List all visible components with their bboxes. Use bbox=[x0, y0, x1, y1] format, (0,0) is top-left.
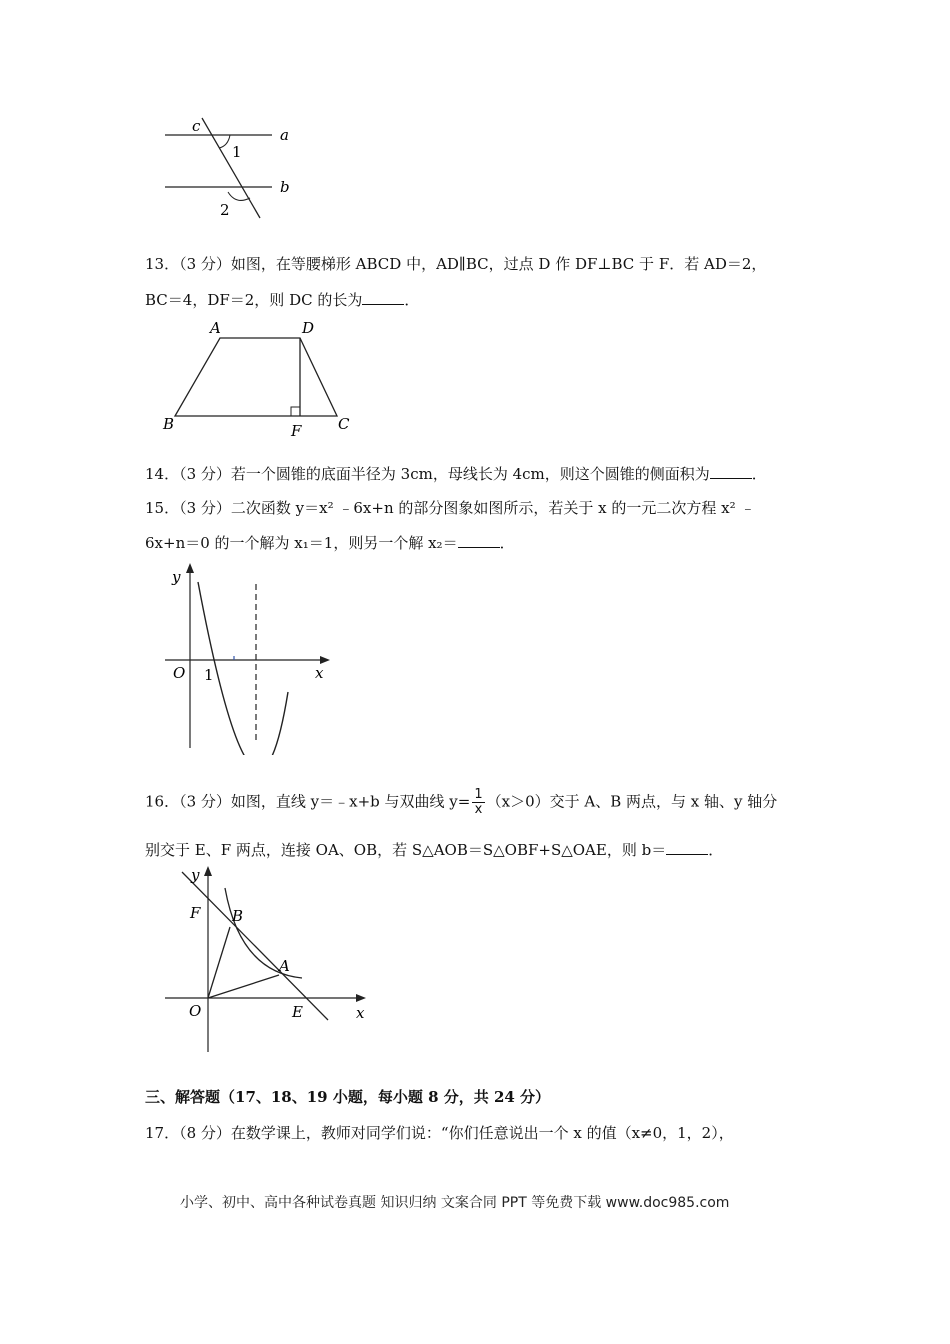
q16-line1 bbox=[145, 788, 777, 817]
q14-text: 14．（3 分）若一个圆锥的底面半径为 3cm，母线长为 4cm，则这个圆锥的侧面积为 bbox=[145, 465, 710, 483]
fraction-denominator: x bbox=[474, 802, 483, 817]
label-angle-1: 1 bbox=[232, 143, 242, 161]
q13-line2-end: ． bbox=[404, 291, 420, 309]
q16-line1-end: （x＞0）交于 A、B 两点，与 x 轴、y 轴分 bbox=[486, 792, 778, 811]
q13-line2 bbox=[145, 290, 419, 310]
answer-blank bbox=[362, 290, 404, 305]
segment-ob bbox=[208, 927, 230, 998]
answer-blank bbox=[710, 464, 752, 479]
q15-line2-end: ． bbox=[499, 534, 515, 552]
line-c bbox=[202, 118, 260, 218]
q16-line1-text: 16．（3 分）如图，直线 y＝﹣x+b 与双曲线 y= bbox=[145, 792, 471, 811]
label-F: F bbox=[291, 422, 302, 440]
fraction-numerator: 1 bbox=[474, 787, 483, 802]
answer-blank bbox=[458, 533, 500, 548]
label-O: O bbox=[189, 1002, 202, 1020]
parallel-lines-figure bbox=[150, 110, 310, 225]
q13-line2-text: BC＝4，DF＝2，则 DC 的长为 bbox=[145, 291, 363, 309]
label-a: a bbox=[280, 126, 289, 144]
label-D: D bbox=[302, 319, 315, 337]
label-F: F bbox=[190, 904, 201, 922]
label-x: x bbox=[356, 1004, 365, 1022]
label-x: x bbox=[315, 664, 324, 682]
q13-line1: 13．（3 分）如图，在等腰梯形 ABCD 中，AD∥BC，过点 D 作 DF⊥BC 于 F．若 AD＝2， bbox=[145, 255, 767, 273]
answer-blank bbox=[666, 840, 708, 855]
trapezoid-abcd bbox=[175, 338, 337, 416]
label-y: y bbox=[172, 568, 181, 586]
label-c: c bbox=[192, 117, 201, 135]
label-1: 1 bbox=[204, 666, 214, 684]
q16-line2-text: 别交于 E、F 两点，连接 OA、OB，若 S△AOB＝S△OBF+S△OAE，则 b＝ bbox=[145, 841, 667, 859]
q16-line2-end: ． bbox=[708, 841, 724, 859]
fraction-1-over-x bbox=[472, 788, 484, 817]
label-y: y bbox=[191, 866, 200, 884]
label-A: A bbox=[210, 319, 221, 337]
q14-end: ． bbox=[751, 465, 767, 483]
q15-line2 bbox=[145, 533, 515, 553]
label-A: A bbox=[279, 957, 290, 975]
parabola-figure bbox=[160, 560, 360, 755]
label-O: O bbox=[173, 664, 186, 682]
y-axis-arrow bbox=[186, 563, 194, 573]
label-C: C bbox=[338, 415, 350, 433]
label-E: E bbox=[292, 1003, 303, 1021]
segment-oa bbox=[208, 975, 279, 998]
angle-1-arc bbox=[219, 135, 230, 148]
q16-line2 bbox=[145, 840, 723, 860]
trapezoid-figure bbox=[160, 315, 360, 440]
page-footer: 小学、初中、高中各种试卷真题 知识归纳 文案合同 PPT 等免费下载 www.doc985.com bbox=[180, 1195, 730, 1211]
x-axis-arrow bbox=[320, 656, 330, 664]
label-b: b bbox=[280, 178, 290, 196]
label-angle-2: 2 bbox=[220, 201, 230, 219]
hyperbola-curve bbox=[225, 888, 302, 978]
label-B: B bbox=[232, 907, 244, 925]
label-B: B bbox=[163, 415, 175, 433]
x-axis-arrow bbox=[356, 994, 366, 1002]
y-axis-arrow bbox=[204, 866, 212, 876]
q14-line bbox=[145, 464, 767, 484]
q17-line1: 17．（8 分）在数学课上，教师对同学们说：“你们任意说出一个 x 的值（x≠0，1，2）， bbox=[145, 1124, 734, 1142]
right-angle-mark bbox=[291, 407, 300, 416]
q15-line2-text: 6x+n＝0 的一个解为 x₁＝1，则另一个解 x₂＝ bbox=[145, 534, 458, 552]
hyperbola-figure bbox=[160, 862, 380, 1057]
section-heading: 三、解答题（17、18、19 小题，每小题 8 分，共 24 分） bbox=[145, 1088, 551, 1106]
q15-line1: 15．（3 分）二次函数 y＝x² ﹣6x+n 的部分图象如图所示，若关于 x 的一元二次方程 x² ﹣ bbox=[145, 499, 756, 517]
